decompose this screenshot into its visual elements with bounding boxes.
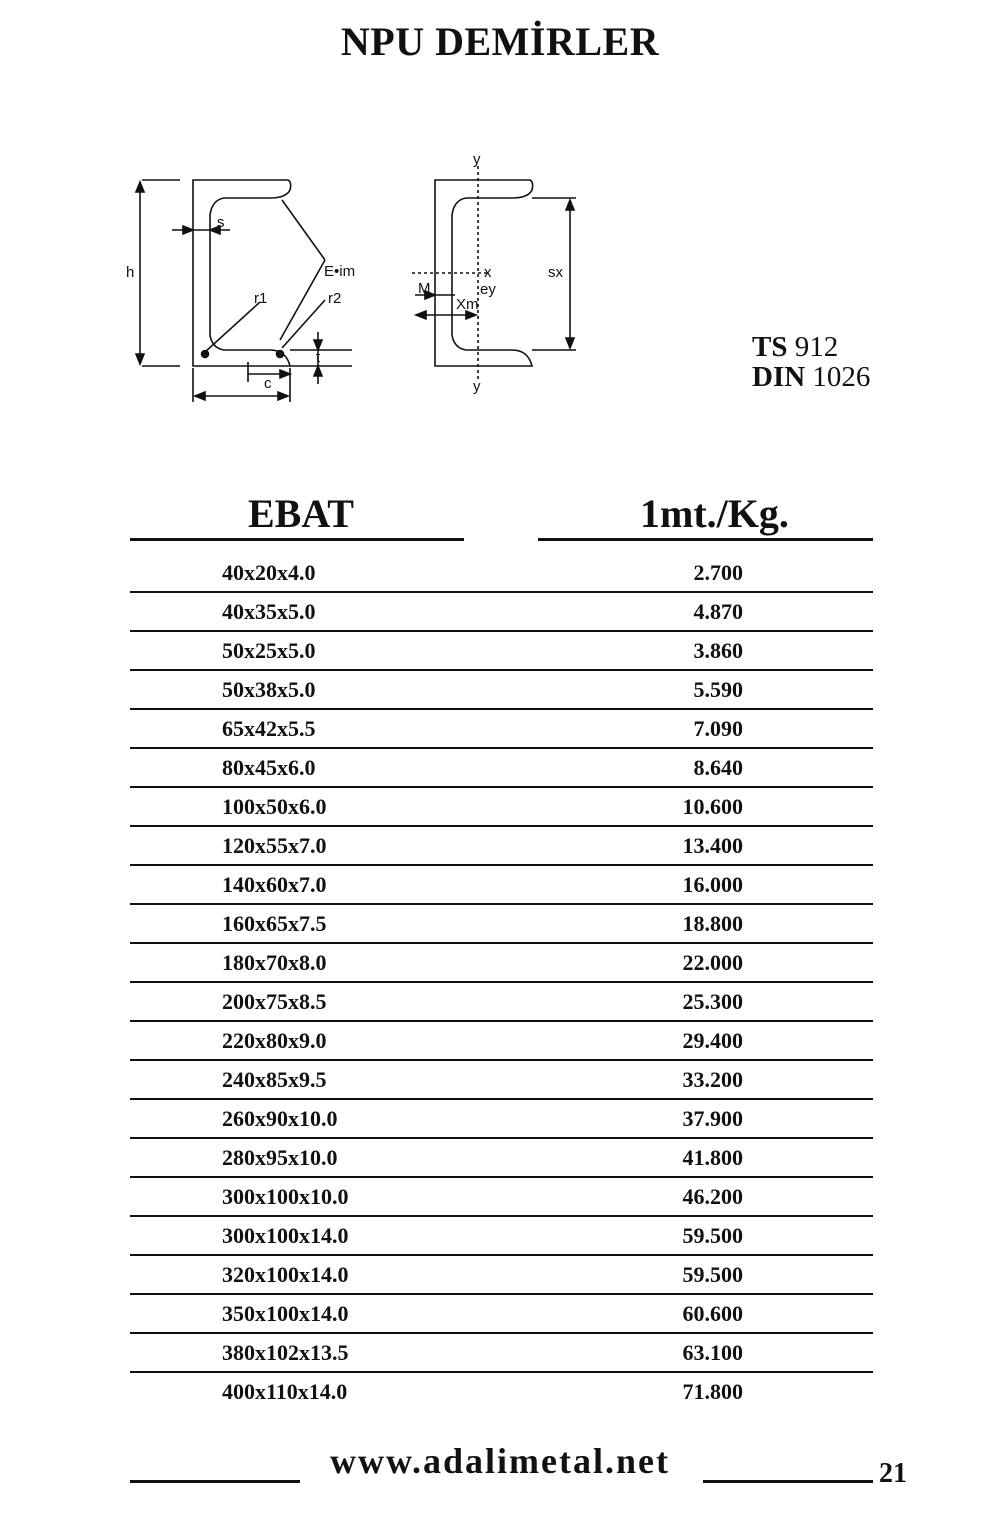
cell-weight: 46.200 xyxy=(682,1184,743,1209)
label-h: h xyxy=(126,264,135,281)
table-row xyxy=(130,1100,873,1139)
cell-weight: 25.300 xyxy=(682,989,743,1014)
cell-size: 160x65x7.5 xyxy=(222,911,327,936)
table-row xyxy=(130,788,873,827)
cell-size: 50x25x5.0 xyxy=(222,638,316,663)
label-sx: sx xyxy=(548,264,563,281)
cell-size: 350x100x14.0 xyxy=(222,1301,349,1326)
cell-size: 320x100x14.0 xyxy=(222,1262,349,1287)
cell-size: 280x95x10.0 xyxy=(222,1145,338,1170)
table-row xyxy=(130,944,873,983)
cell-weight: 7.090 xyxy=(693,716,743,741)
label-e-im: E•im xyxy=(324,263,356,280)
label-y-top: y xyxy=(473,151,481,168)
cell-weight: 59.500 xyxy=(682,1262,743,1287)
table-row xyxy=(130,1295,873,1334)
label-ey: ey xyxy=(480,281,496,298)
cell-weight: 10.600 xyxy=(682,794,743,819)
cell-weight: 60.600 xyxy=(682,1301,743,1326)
cell-weight: 37.900 xyxy=(682,1106,743,1131)
cell-weight: 4.870 xyxy=(693,599,743,624)
label-y-bottom: y xyxy=(473,378,481,395)
table-row xyxy=(130,905,873,944)
cell-weight: 29.400 xyxy=(682,1028,743,1053)
cell-weight: 71.800 xyxy=(682,1379,743,1404)
column-header-size: EBAT xyxy=(248,491,354,536)
footer-rule-right xyxy=(703,1480,873,1483)
cell-weight: 18.800 xyxy=(682,911,743,936)
cell-weight: 8.640 xyxy=(693,755,743,780)
label-r2: r2 xyxy=(328,290,342,307)
standard-din: DIN 1026 xyxy=(752,361,871,393)
table-row xyxy=(130,866,873,905)
table-row xyxy=(130,827,873,866)
channel-profile-left xyxy=(193,180,291,366)
label-xm: Xm xyxy=(456,296,479,313)
page-number: 21 xyxy=(879,1458,907,1489)
cell-size: 380x102x13.5 xyxy=(222,1340,349,1365)
cell-weight: 22.000 xyxy=(682,950,743,975)
standard-ts: TS 912 xyxy=(752,331,839,363)
cell-size: 180x70x8.0 xyxy=(222,950,327,975)
size-weight-table xyxy=(130,554,873,1410)
cell-weight: 5.590 xyxy=(693,677,743,702)
header-rule-left xyxy=(130,538,464,541)
table-row xyxy=(130,554,873,593)
cell-weight: 13.400 xyxy=(682,833,743,858)
column-header-weight: 1mt./Kg. xyxy=(640,491,789,536)
footer-url[interactable]: www.adalimetal.net xyxy=(330,1441,670,1481)
table-row xyxy=(130,749,873,788)
cell-size: 140x60x7.0 xyxy=(222,872,327,897)
label-c: c xyxy=(264,375,272,392)
cell-size: 260x90x10.0 xyxy=(222,1106,338,1131)
cell-size: 400x110x14.0 xyxy=(222,1379,348,1404)
table-row xyxy=(130,1061,873,1100)
cell-size: 40x35x5.0 xyxy=(222,599,316,624)
cell-size: 100x50x6.0 xyxy=(222,794,327,819)
table-row xyxy=(130,1256,873,1295)
label-x: x xyxy=(484,264,492,281)
table-row xyxy=(130,671,873,710)
table-row xyxy=(130,1217,873,1256)
cell-size: 80x45x6.0 xyxy=(222,755,316,780)
cell-size: 240x85x9.5 xyxy=(222,1067,327,1092)
cell-size: 300x100x10.0 xyxy=(222,1184,349,1209)
label-r1: r1 xyxy=(254,290,268,307)
cell-size: 65x42x5.5 xyxy=(222,716,316,741)
table-row xyxy=(130,1178,873,1217)
cell-weight: 41.800 xyxy=(682,1145,743,1170)
npu-profile-diagram xyxy=(120,140,600,420)
standards-block xyxy=(752,332,870,392)
table-row xyxy=(130,1334,873,1373)
cell-weight: 33.200 xyxy=(682,1067,743,1092)
label-m: M xyxy=(418,280,431,297)
table-row xyxy=(130,632,873,671)
page-title: NPU DEMİRLER xyxy=(340,19,660,64)
cell-weight: 16.000 xyxy=(682,872,743,897)
cell-weight: 2.700 xyxy=(693,560,743,585)
label-t: t xyxy=(316,349,321,366)
table-row xyxy=(130,593,873,632)
cell-weight: 3.860 xyxy=(693,638,743,663)
table-row xyxy=(130,1373,873,1410)
header-rule-right xyxy=(538,538,873,541)
table-row xyxy=(130,1139,873,1178)
cell-size: 50x38x5.0 xyxy=(222,677,316,702)
cell-weight: 63.100 xyxy=(682,1340,743,1365)
cell-size: 200x75x8.5 xyxy=(222,989,327,1014)
cell-weight: 59.500 xyxy=(682,1223,743,1248)
table-row xyxy=(130,710,873,749)
table-row xyxy=(130,1022,873,1061)
label-s: s xyxy=(217,214,225,231)
table-row xyxy=(130,983,873,1022)
cell-size: 40x20x4.0 xyxy=(222,560,316,585)
cell-size: 220x80x9.0 xyxy=(222,1028,327,1053)
cell-size: 120x55x7.0 xyxy=(222,833,327,858)
cell-size: 300x100x14.0 xyxy=(222,1223,349,1248)
